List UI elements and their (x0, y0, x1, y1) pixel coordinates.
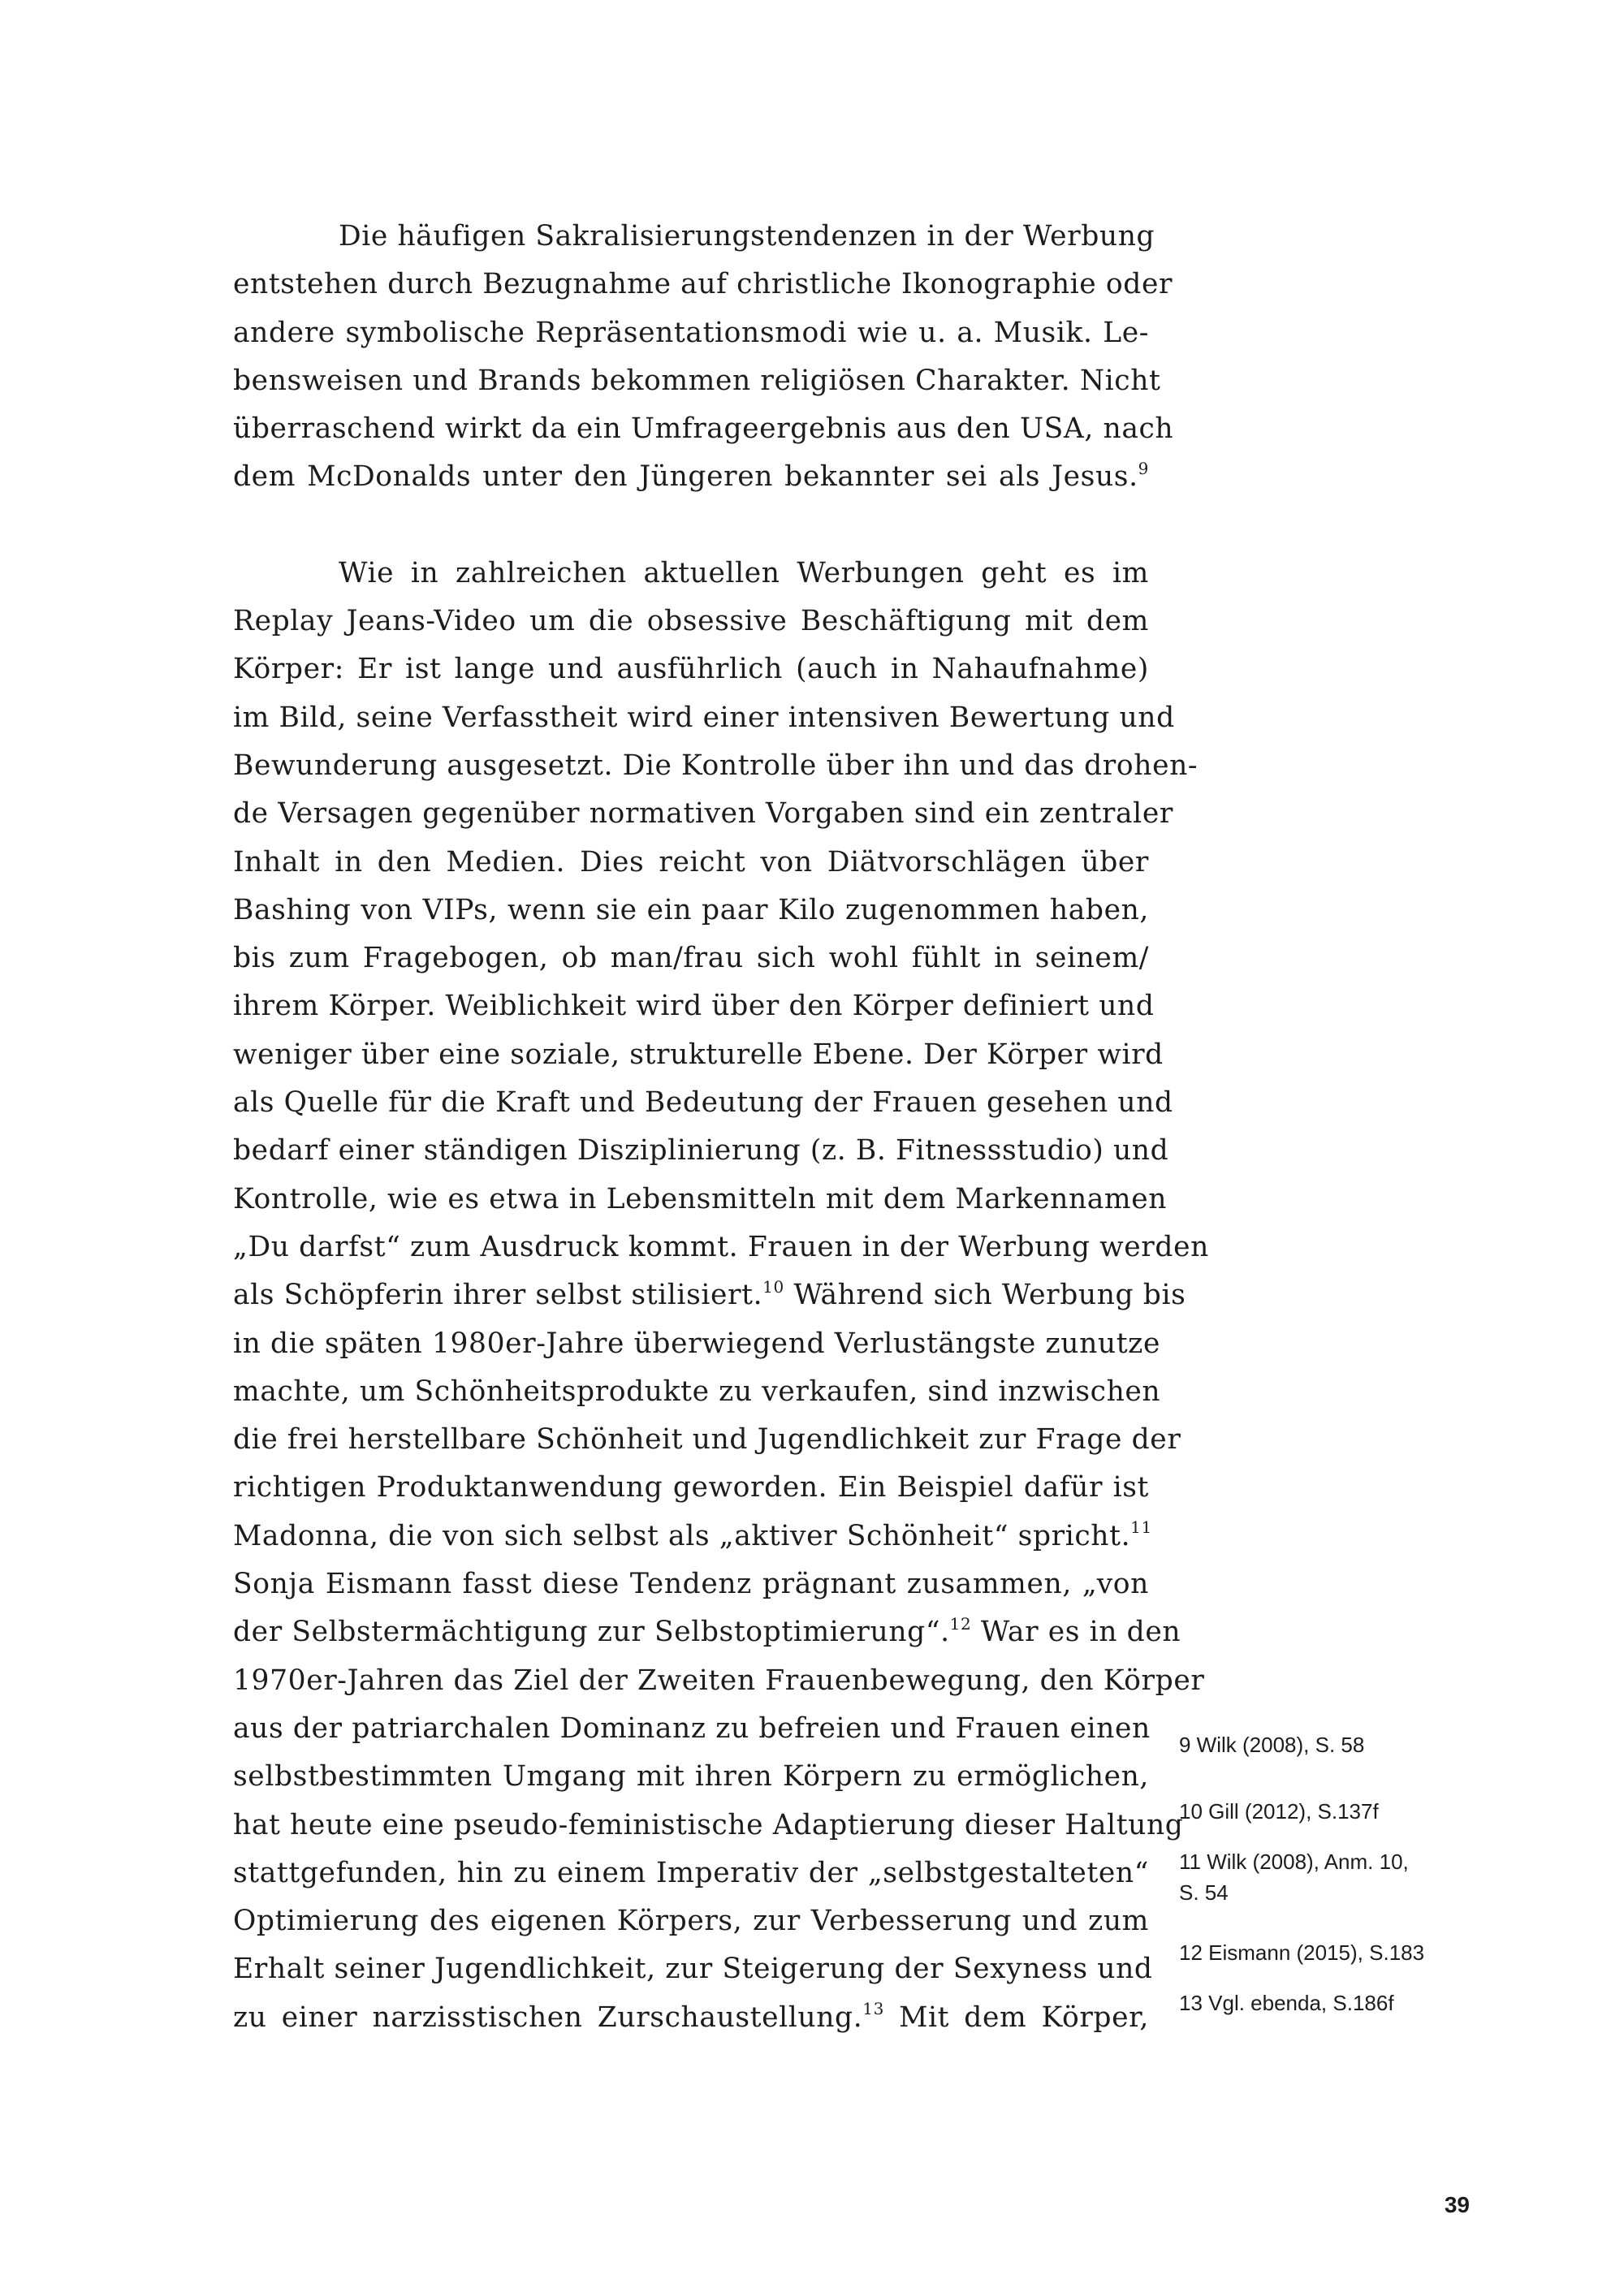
text-line: stattgefunden, hin zu einem Imperativ der „selbstgestalteten“ (233, 1856, 1149, 1889)
footnote-ref-11[interactable]: 11 (1130, 1517, 1152, 1538)
text-line: Bewunderung ausgesetzt. Die Kontrolle über ihn und das drohen- (233, 749, 1199, 782)
paragraph-1 (233, 213, 1174, 502)
text-line-with-note (233, 1608, 1181, 1656)
text-line: hat heute eine pseudo-feministische Adaptierung dieser Haltung (233, 1808, 1184, 1841)
footnote-12: 12 Eismann (2015), S.183 (1179, 1940, 1425, 1965)
text-line: de Versagen gegenüber normativen Vorgaben sind ein zentraler (233, 797, 1173, 831)
footnote-ref-10[interactable]: 10 (762, 1276, 784, 1297)
footnote-ref-13[interactable]: 13 (862, 1999, 884, 2019)
footnote-11 (1179, 1846, 1455, 1908)
text-line: entstehen durch Bezugnahme auf christliche Ikonographie oder (233, 268, 1173, 301)
text-line: Wie in zahlreichen aktuellen Werbungen geht es im (339, 556, 1149, 589)
text-segment: als Schöpferin ihrer selbst stilisiert. (233, 1279, 763, 1312)
text-line-with-note (233, 1994, 1149, 2042)
text-line: überraschend wirkt da ein Umfrageergebnis aus den USA, nach (233, 412, 1174, 446)
text-line: bensweisen und Brands bekommen religiösen Charakter. Nicht (233, 364, 1161, 397)
text-segment: Während sich Werbung bis (784, 1279, 1186, 1312)
footnote-11-line-2: S. 54 (1179, 1880, 1229, 1905)
footnote-9: 9 Wilk (2008), S. 58 (1179, 1733, 1365, 1757)
text-segment: Madonna, die von sich selbst als „aktiver Schönheit“ spricht. (233, 1519, 1131, 1552)
text-line: im Bild, seine Verfasstheit wird einer intensiven Bewertung und (233, 701, 1175, 734)
text-line: 1970er-Jahren das Ziel der Zweiten Frauenbewegung, den Körper (233, 1664, 1205, 1697)
text-line: Kontrolle, wie es etwa in Lebensmitteln mit dem Markennamen (233, 1182, 1168, 1215)
text-line: Sonja Eismann fasst diese Tendenz prägnant zusammen, „von (233, 1568, 1149, 1601)
text-line: Optimierung des eigenen Körpers, zur Verbesserung und zum (233, 1905, 1149, 1938)
text-line: richtigen Produktanwendung geworden. Ein Beispiel dafür ist (233, 1471, 1149, 1504)
text-line: aus der patriarchalen Dominanz zu befreien und Frauen einen (233, 1711, 1151, 1745)
text-line: bedarf einer ständigen Disziplinierung (z. B. Fitnessstudio) und (233, 1134, 1169, 1168)
text-line: Replay Jeans-Video um die obsessive Beschäftigung mit dem (233, 605, 1149, 638)
text-line-with-note (233, 453, 1149, 501)
footnote-11-line-1: 11 Wilk (2008), Anm. 10, (1179, 1850, 1409, 1874)
text-line: ihrem Körper. Weiblichkeit wird über den Körper definiert und (233, 990, 1155, 1023)
text-line: Körper: Er ist lange und ausführlich (auch in Nahaufnahme) (233, 653, 1149, 686)
text-line: als Quelle für die Kraft und Bedeutung der Frauen gesehen und (233, 1086, 1173, 1120)
text-line: Die häufigen Sakralisierungstendenzen in der Werbung (339, 220, 1155, 253)
text-line-with-note (233, 1513, 1152, 1560)
text-line-with-note (233, 1271, 1186, 1319)
text-segment: der Selbstermächtigung zur Selbstoptimierung“. (233, 1616, 950, 1649)
text-line: „Du darfst“ zum Ausdruck kommt. Frauen in der Werbung werden (233, 1230, 1209, 1263)
text-line: andere symbolische Repräsentationsmodi wie u. a. Musik. Le- (233, 316, 1149, 349)
text-line: Bashing von VIPs, wenn sie ein paar Kilo zugenommen haben, (233, 893, 1149, 926)
text-line: dem McDonalds unter den Jüngeren bekannter sei als Jesus. (233, 460, 1138, 494)
text-line: selbstbestimmten Umgang mit ihren Körpern zu ermöglichen, (233, 1760, 1149, 1793)
text-segment: War es in den (971, 1616, 1181, 1649)
text-line: bis zum Fragebogen, ob man/frau sich wohl fühlt in seinem/ (233, 942, 1149, 975)
text-line: die frei herstellbare Schönheit und Jugendlichkeit zur Frage der (233, 1423, 1181, 1457)
text-line: Inhalt in den Medien. Dies reicht von Diätvorschlägen über (233, 845, 1149, 878)
footnote-13: 13 Vgl. ebenda, S.186f (1179, 1991, 1394, 2015)
footnote-ref-12[interactable]: 12 (949, 1613, 972, 1634)
text-line: weniger über eine soziale, strukturelle Ebene. Der Körper wird (233, 1038, 1164, 1071)
text-line: in die späten 1980er-Jahre überwiegend Verlustängste zunutze (233, 1327, 1160, 1360)
page-number: 39 (1444, 2192, 1470, 2217)
text-segment: Mit dem Körper, (883, 2001, 1149, 2034)
text-line: machte, um Schönheitsprodukte zu verkaufen, sind inzwischen (233, 1375, 1161, 1408)
footnote-10: 10 Gill (2012), S.137f (1179, 1799, 1379, 1824)
footnote-ref-9[interactable]: 9 (1138, 458, 1149, 478)
text-segment: zu einer narzisstischen Zurschaustellung. (233, 2001, 863, 2034)
text-line: Erhalt seiner Jugendlichkeit, zur Steigerung der Sexyness und (233, 1953, 1153, 1986)
